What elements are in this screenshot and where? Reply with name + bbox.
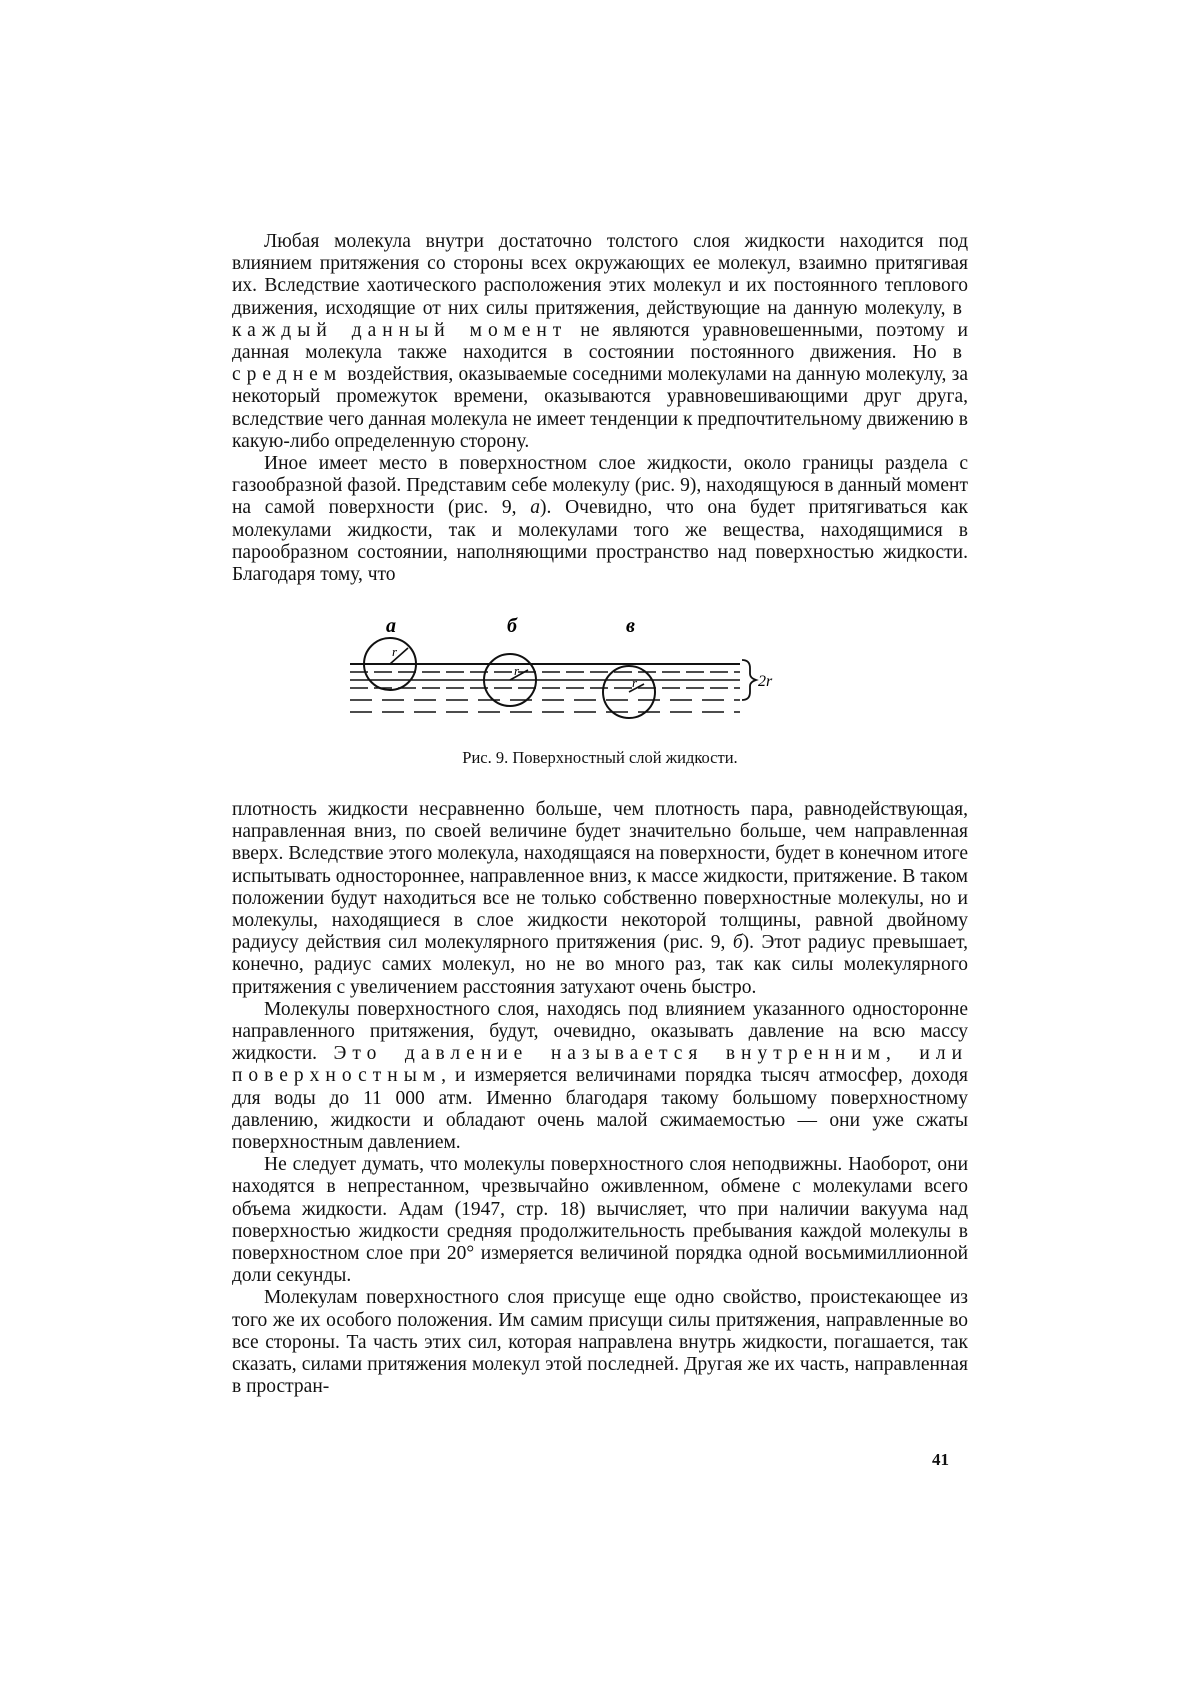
figure-label-v: в xyxy=(626,615,635,637)
molecule-a-r: r xyxy=(392,644,398,659)
paragraph-4 xyxy=(232,999,968,1154)
surface-layer-figure xyxy=(350,612,870,752)
figure-caption: Рис. 9. Поверхностный слой жидкости. xyxy=(462,748,738,767)
text-block-bottom xyxy=(232,799,968,1398)
paragraph-3-part-1: плотность жидкости несравненно больше, чем плотность пара, равнодействующая, направленная вниз, по своей величине будет значительно больше, чем направленная вверх. Вследствие этого молекула, находящаяся на поверхности, будет в конечном итоге испытывать одностороннее, направленное вниз, к массе жидкости, притяжение. В таком положении будут находиться все не только собственно поверхностные молекулы, но и молекулы, находящиеся в слое жидкости некоторой толщины, равной двойному радиусу действия сил молекулярного притяжения (рис. 9, xyxy=(232,799,968,954)
italic-ref: а xyxy=(530,497,541,519)
italic-ref: б xyxy=(732,932,743,954)
paragraph-2 xyxy=(232,453,968,586)
paragraph-1 xyxy=(232,231,968,453)
paragraph-6 xyxy=(232,1287,968,1398)
paragraph-6-text: Молекулам поверхностного слоя присуще еще одно свойство, проистекающее из того же их особого положения. Им самим присущи силы притяжения, направленные во все стороны. Та часть этих сил, которая направлена внутрь жидкости, погашается, так сказать, силами притяжения молекул этой последней. Другая же их часть, направленная в простран- xyxy=(232,1287,968,1398)
molecule-v-r: r xyxy=(632,675,638,690)
paragraph-5 xyxy=(232,1154,968,1287)
thickness-brace xyxy=(742,660,756,700)
paragraph-5-text: Не следует думать, что молекулы поверхностного слоя неподвижны. Наоборот, они находятся в непрестанном, чрезвычайно оживленном, обмене с молекулами всего объема жидкости. Адам (1947, стр. 18) вычисляет, что при наличии вакуума над поверхностью жидкости средняя продолжительность пребывания каждой молекулы в поверхностном слое при 20° измеряется величиной порядка одной восьмимиллионной доли секунды. xyxy=(232,1154,968,1287)
spaced-emphasis: Это давление называется внутренним, или поверхностным xyxy=(232,1043,969,1087)
paragraph-1-part-1: Любая молекула внутри достаточно толстого слоя жидкости находится под влиянием притяжения со стороны всех окружающих ее молекул, взаимно притягивая их. Вследствие хаотического расположения этих молекул и их постоянного теплового движения, исходящие от них силы притяжения, действующие на данную молекулу, xyxy=(232,231,968,319)
paragraph-3-part-3: ). Этот радиус превышает, конечно, радиус самих молекул, но не во много раз, так как силы молекулярного притяжения с увеличением расстояния затухают очень быстро. xyxy=(232,932,969,998)
paragraph-2-part-1: Иное имеет место в поверхностном слое жидкости, около границы раздела с газообразной фазой. Представим себе молекулу (рис. 9), находящуюся в данный момент на самой поверхности (рис. 9, xyxy=(232,453,968,519)
figure-label-a: а xyxy=(386,615,396,637)
paragraph-2-part-3: ). Очевидно, что она будет притягиваться как молекулами жидкости, так и молекулами того же вещества, находящимися в парообразном состоянии, наполняющими пространство над поверхностью жидкости. Благодаря тому, что xyxy=(232,497,968,586)
paragraph-4-part-3: , и измеряется величинами порядка тысяч атмосфер, доходя для воды до 11 000 атм. Именно благодаря такому большому поверхностному давлению, жидкости и обладают очень малой сжимаемостью — они уже сжаты поверхностным давлением. xyxy=(232,1065,968,1154)
molecule-b-r: r xyxy=(514,663,520,678)
figure-label-b: б xyxy=(507,615,517,637)
paragraph-1-part-5: воздействия, оказываемые соседними молекулами на данную молекулу, за некоторый промежуток времени, оказываются уравновешивающими друг друга, вследствие чего данная молекула не имеет тенденции к предпочтительному движению в какую-либо определенную сторону. xyxy=(232,364,968,452)
page-number: 41 xyxy=(932,1450,949,1469)
spaced-emphasis: в каждый данный момент xyxy=(232,297,968,341)
paragraph-1-part-3: не являются уравновешенными, поэтому и данная молекула также находится в состоянии постоянного движения. Но xyxy=(232,319,968,364)
spaced-emphasis: в среднем xyxy=(232,342,968,386)
paragraph-4-part-1: Молекулы поверхностного слоя, находясь под влиянием указанного односторонне направленного притяжения, будут, очевидно, оказывать давление на всю массу жидкости. xyxy=(232,998,968,1065)
text-block-top xyxy=(232,231,968,586)
thickness-label: 2r xyxy=(758,673,773,690)
paragraph-3 xyxy=(232,799,968,999)
